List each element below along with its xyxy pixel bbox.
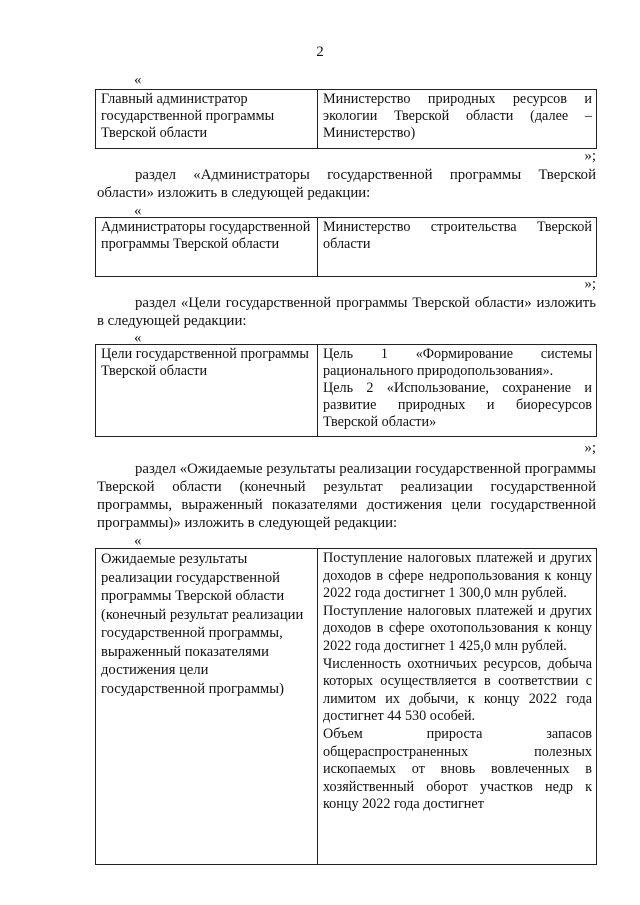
table-cell-label: Главный администратор государственной программы Тверской области [96, 90, 318, 149]
table-administrators [95, 217, 597, 277]
table-main-administrator [95, 89, 597, 149]
table-cell-value [318, 549, 597, 865]
quote-open: « [134, 72, 142, 88]
table-cell-text: Министерство природных ресурсов и экологии Тверской области (далее – Министерство) [323, 91, 592, 141]
paragraph-administrators: раздел «Администраторы государственной программы Тверской области» изложить в следующей редакции: [97, 167, 596, 201]
table-cell-label: Ожидаемые результаты реализации государственной программы Тверской области (конечный результат реализации государственной программы, выраженный показателями достижения цели государственной программы) [96, 549, 318, 865]
table-cell-value [318, 90, 597, 149]
quote-close: »; [584, 440, 596, 456]
quote-close: »; [584, 148, 596, 164]
paragraph-expected-results: раздел «Ожидаемые результаты реализации государственной программы Тверской области (конечный результат реализации государственной программы, выраженный показателями достижения цели государственной программы)» изложить в следующей редакции: [97, 461, 596, 531]
table-cell-value [318, 345, 597, 437]
table-cell-text: Министерство строительства Тверской области [323, 219, 592, 252]
table-expected-results [95, 548, 597, 865]
quote-open: « [134, 533, 142, 549]
table-cell-text: Объем прироста запасов общераспространенных полезных ископаемых от вновь вовлеченных в хозяйственный оборот участков недр к концу 2022 года достигнет [323, 725, 592, 813]
table-cell-text: Численность охотничьих ресурсов, добыча которых осуществляется в соответствии с лимитом их добычи, к концу 2022 года достигнет 44 530 особей. [323, 655, 592, 725]
table-cell-text: Цель 1 «Формирование системы рационального природопользования». [323, 346, 592, 379]
table-cell-text: Цель 2 «Использование, сохранение и развитие природных и биоресурсов Тверской области» [323, 380, 592, 430]
paragraph-goals: раздел «Цели государственной программы Тверской области» изложить в следующей редакции: [97, 295, 596, 329]
quote-close: »; [584, 276, 596, 292]
quote-open: « [134, 203, 142, 219]
table-cell-text: Поступление налоговых платежей и других доходов в сфере охотопользования к концу 2022 года достигнет 1 425,0 млн рублей. [323, 602, 592, 654]
table-cell-label: Цели государственной программы Тверской области [96, 345, 318, 437]
quote-open: « [134, 330, 142, 346]
table-goals [95, 344, 597, 437]
table-cell-value [318, 218, 597, 277]
table-cell-label: Администраторы государственной программы Тверской области [96, 218, 318, 277]
table-cell-text: Поступление налоговых платежей и других доходов в сфере недропользования к концу 2022 года достигнет 1 300,0 млн рублей. [323, 550, 592, 602]
page-number: 2 [316, 44, 324, 60]
